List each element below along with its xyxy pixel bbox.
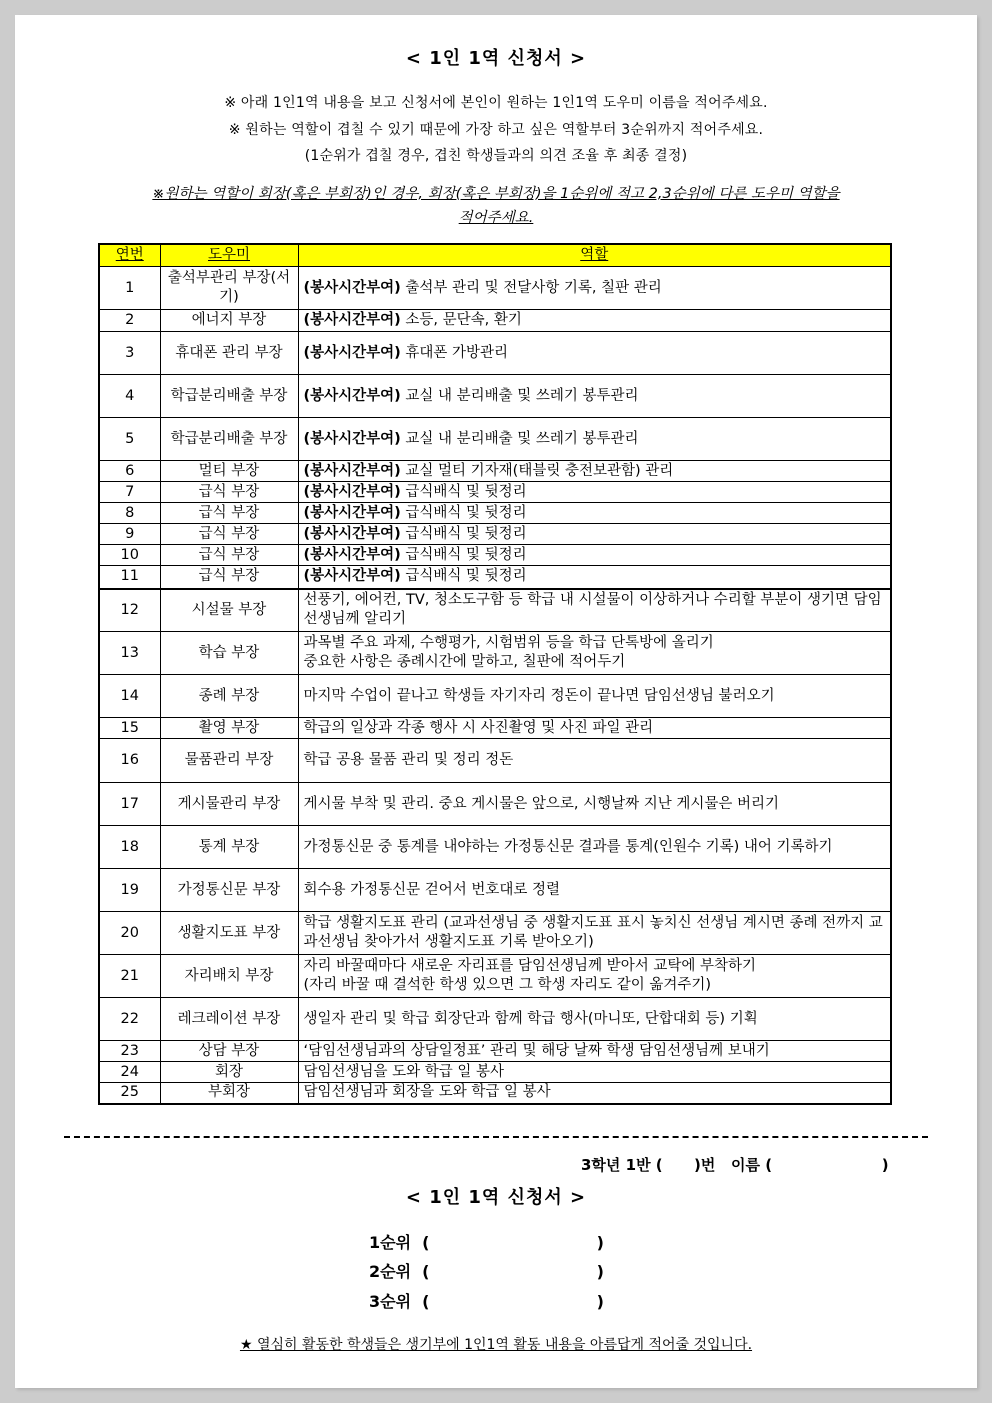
role-text: 교실 내 분리배출 및 쓰레기 봉투관리 <box>405 387 639 404</box>
row-number: 23 <box>99 1041 160 1062</box>
role-text: 자리 바꿀때마다 새로운 자리표를 담임선생님께 받아서 교탁에 부착하기 <box>303 958 756 974</box>
helper-name: 휴대폰 관리 부장 <box>160 332 298 375</box>
role-description <box>298 783 891 826</box>
warning-line-1: ※원하는 역할이 회장(혹은 부회장)인 경우, 회장(혹은 부회장)을 1순위에 적고 2,3순위에 다른 도우미 역할을 <box>152 186 840 202</box>
role-text: 급식배식 및 뒷정리 <box>405 525 527 542</box>
row-number: 24 <box>99 1062 160 1083</box>
role-description <box>298 332 891 375</box>
role-description <box>298 1062 891 1083</box>
service-hours-tag: (봉사시간부여) <box>303 430 401 447</box>
role-description <box>298 524 891 545</box>
helper-name: 급식 부장 <box>160 524 298 545</box>
instruction-3: (1순위가 겹칠 경우, 겹친 학생들과의 의견 조율 후 최종 결정) <box>304 148 688 164</box>
row-number: 22 <box>99 998 160 1041</box>
role-text: 소등, 문단속, 환기 <box>405 312 522 328</box>
helper-name: 회장 <box>160 1062 298 1083</box>
role-text: 학급의 일상과 각종 행사 시 사진촬영 및 사진 파일 관리 <box>303 719 654 736</box>
table-row <box>99 826 891 869</box>
role-description <box>298 739 891 783</box>
table-header-row <box>99 244 891 267</box>
row-number: 13 <box>99 632 160 675</box>
row-number: 3 <box>99 332 160 375</box>
table-row <box>99 955 891 998</box>
instruction-2: ※ 원하는 역할이 겹칠 수 있기 때문에 가장 하고 싶은 역할부터 3순위까지 적어주세요. <box>228 122 764 138</box>
row-number: 12 <box>99 589 160 632</box>
table-row <box>99 675 891 718</box>
role-text: 학급 생활지도표 관리 (교과선생님 중 생활지도표 표시 놓치신 선생님 계시면 종례 전까지 교과선생님 찾아가서 생활지도표 기록 받아오기) <box>303 915 883 950</box>
table-row <box>99 718 891 739</box>
role-text-line-2: 중요한 사항은 종례시간에 말하고, 칠판에 적어두기 <box>303 654 626 670</box>
role-text: 회수용 가정통신문 걷어서 번호대로 정렬 <box>303 881 561 898</box>
row-number: 11 <box>99 566 160 589</box>
table-row <box>99 461 891 482</box>
helper-name: 학급분리배출 부장 <box>160 418 298 461</box>
role-text: 마지막 수업이 끝나고 학생들 자기자리 정돈이 끝나면 담임선생님 불러오기 <box>303 687 775 704</box>
role-description <box>298 632 891 675</box>
role-text: 생일자 관리 및 학급 회장단과 함께 학급 행사(마니또, 단합대회 등) 기획 <box>303 1010 758 1027</box>
role-description <box>298 675 891 718</box>
role-text: 교실 멀티 기자재(태블릿 충전보관함) 관리 <box>405 462 674 479</box>
table-row <box>99 545 891 566</box>
role-text: ‘담임선생님과의 상담일정표’ 관리 및 해당 날짜 학생 담임선생님께 보내기 <box>303 1042 770 1059</box>
table-row <box>99 1041 891 1062</box>
table-row <box>99 739 891 783</box>
row-number: 9 <box>99 524 160 545</box>
table-row <box>99 267 891 310</box>
roles-table <box>98 243 892 1105</box>
table-row <box>99 869 891 912</box>
page-title: < 1인 1역 신청서 > <box>405 48 587 69</box>
table-row <box>99 1083 891 1104</box>
row-number: 25 <box>99 1083 160 1104</box>
row-number: 17 <box>99 783 160 826</box>
service-hours-tag: (봉사시간부여) <box>303 546 401 563</box>
role-text: 교실 내 분리배출 및 쓰레기 봉투관리 <box>405 430 639 447</box>
role-text: 담임선생님을 도와 학급 일 봉사 <box>303 1063 505 1080</box>
table-row <box>99 783 891 826</box>
role-description <box>298 955 891 998</box>
service-hours-tag: (봉사시간부여) <box>303 525 401 542</box>
table-body <box>99 267 891 1104</box>
row-number: 20 <box>99 912 160 955</box>
helper-name: 급식 부장 <box>160 566 298 589</box>
helper-name: 촬영 부장 <box>160 718 298 739</box>
row-number: 18 <box>99 826 160 869</box>
role-description <box>298 1083 891 1104</box>
service-hours-tag: (봉사시간부여) <box>303 279 401 296</box>
table-row <box>99 1062 891 1083</box>
form-title: < 1인 1역 신청서 > <box>405 1187 587 1208</box>
row-number: 2 <box>99 310 160 332</box>
helper-name: 레크레이션 부장 <box>160 998 298 1041</box>
column-header-role: 역할 <box>298 244 891 267</box>
helper-name: 급식 부장 <box>160 545 298 566</box>
helper-name: 학습 부장 <box>160 632 298 675</box>
role-text: 학급 공용 물품 관리 및 정리 정돈 <box>303 752 514 768</box>
service-hours-tag: (봉사시간부여) <box>303 312 401 328</box>
footer-note: ★ 열심히 활동한 학생들은 생기부에 1인1역 활동 내용을 아름답게 적어줄 것입니다. <box>239 1337 753 1353</box>
column-header-number: 연번 <box>99 244 160 267</box>
role-text: 가정통신문 중 통계를 내야하는 가정통신문 결과를 통계(인원수 기록) 내어 기록하기 <box>303 838 833 855</box>
role-text: 선풍기, 에어컨, TV, 청소도구함 등 학급 내 시설물이 이상하거나 수리할 부분이 생기면 담임선생님께 알리기 <box>303 592 882 628</box>
role-description <box>298 461 891 482</box>
row-number: 4 <box>99 375 160 418</box>
helper-name: 상담 부장 <box>160 1041 298 1062</box>
table-row <box>99 310 891 332</box>
role-description <box>298 418 891 461</box>
table-row <box>99 632 891 675</box>
helper-name: 에너지 부장 <box>160 310 298 332</box>
role-description <box>298 375 891 418</box>
row-number: 8 <box>99 503 160 524</box>
document-page <box>15 15 977 1388</box>
service-hours-tag: (봉사시간부여) <box>303 462 401 479</box>
role-description <box>298 545 891 566</box>
rank-1-field[interactable]: 1순위 ( ) <box>369 1233 604 1252</box>
row-number: 7 <box>99 482 160 503</box>
table-row <box>99 912 891 955</box>
service-hours-tag: (봉사시간부여) <box>303 568 401 585</box>
role-text: 담임선생님과 회장을 도와 학급 일 봉사 <box>303 1084 551 1101</box>
row-number: 15 <box>99 718 160 739</box>
table-row <box>99 998 891 1041</box>
role-description <box>298 589 891 632</box>
helper-name: 게시물관리 부장 <box>160 783 298 826</box>
role-description <box>298 912 891 955</box>
service-hours-tag: (봉사시간부여) <box>303 344 401 361</box>
helper-name: 종례 부장 <box>160 675 298 718</box>
warning-note <box>75 182 917 230</box>
service-hours-tag: (봉사시간부여) <box>303 483 401 500</box>
role-text: 과목별 주요 과제, 수행평가, 시험범위 등을 학급 단톡방에 올리기 <box>303 635 714 651</box>
table-row <box>99 566 891 589</box>
row-number: 16 <box>99 739 160 783</box>
table-row <box>99 589 891 632</box>
table-row <box>99 524 891 545</box>
helper-name: 가정통신문 부장 <box>160 869 298 912</box>
role-text: 급식배식 및 뒷정리 <box>405 546 527 563</box>
row-number: 21 <box>99 955 160 998</box>
helper-name: 학급분리배출 부장 <box>160 375 298 418</box>
rank-3-field[interactable]: 3순위 ( ) <box>369 1292 604 1311</box>
role-description <box>298 482 891 503</box>
student-info-line[interactable]: 3학년 1반 ( )번 이름 ( ) <box>581 1156 889 1174</box>
row-number: 6 <box>99 461 160 482</box>
helper-name: 자리배치 부장 <box>160 955 298 998</box>
rank-2-field[interactable]: 2순위 ( ) <box>369 1262 604 1281</box>
role-description <box>298 566 891 589</box>
role-text: 휴대폰 가방관리 <box>405 344 509 361</box>
helper-name: 급식 부장 <box>160 482 298 503</box>
role-description <box>298 998 891 1041</box>
helper-name: 시설물 부장 <box>160 589 298 632</box>
helper-name: 급식 부장 <box>160 503 298 524</box>
table-row <box>99 503 891 524</box>
row-number: 5 <box>99 418 160 461</box>
role-description <box>298 1041 891 1062</box>
warning-line-2: 적어주세요. <box>458 210 534 226</box>
role-text: 게시물 부착 및 관리. 중요 게시물은 앞으로, 시행날짜 지난 게시물은 버리기 <box>303 795 780 812</box>
role-text: 출석부 관리 및 전달사항 기록, 칠판 관리 <box>405 279 662 296</box>
role-description <box>298 826 891 869</box>
helper-name: 물품관리 부장 <box>160 739 298 783</box>
instruction-1: ※ 아래 1인1역 내용을 보고 신청서에 본인이 원하는 1인1역 도우미 이름을 적어주세요. <box>224 95 768 111</box>
role-description <box>298 869 891 912</box>
role-text-line-2: (자리 바꿀 때 결석한 학생 있으면 그 학생 자리도 같이 옮겨주기) <box>303 977 712 993</box>
role-description <box>298 718 891 739</box>
role-text: 급식배식 및 뒷정리 <box>405 568 527 585</box>
role-text: 급식배식 및 뒷정리 <box>405 483 527 500</box>
cut-line-divider <box>64 1136 928 1138</box>
helper-name: 출석부관리 부장(서기) <box>160 267 298 310</box>
row-number: 10 <box>99 545 160 566</box>
helper-name: 통계 부장 <box>160 826 298 869</box>
table-row <box>99 332 891 375</box>
helper-name: 생활지도표 부장 <box>160 912 298 955</box>
role-description <box>298 310 891 332</box>
table-row <box>99 418 891 461</box>
helper-name: 부회장 <box>160 1083 298 1104</box>
column-header-helper: 도우미 <box>160 244 298 267</box>
role-text: 급식배식 및 뒷정리 <box>405 504 527 521</box>
row-number: 14 <box>99 675 160 718</box>
row-number: 19 <box>99 869 160 912</box>
row-number: 1 <box>99 267 160 310</box>
service-hours-tag: (봉사시간부여) <box>303 387 401 404</box>
role-description <box>298 267 891 310</box>
service-hours-tag: (봉사시간부여) <box>303 504 401 521</box>
table-row <box>99 482 891 503</box>
helper-name: 멀티 부장 <box>160 461 298 482</box>
table-row <box>99 375 891 418</box>
role-description <box>298 503 891 524</box>
